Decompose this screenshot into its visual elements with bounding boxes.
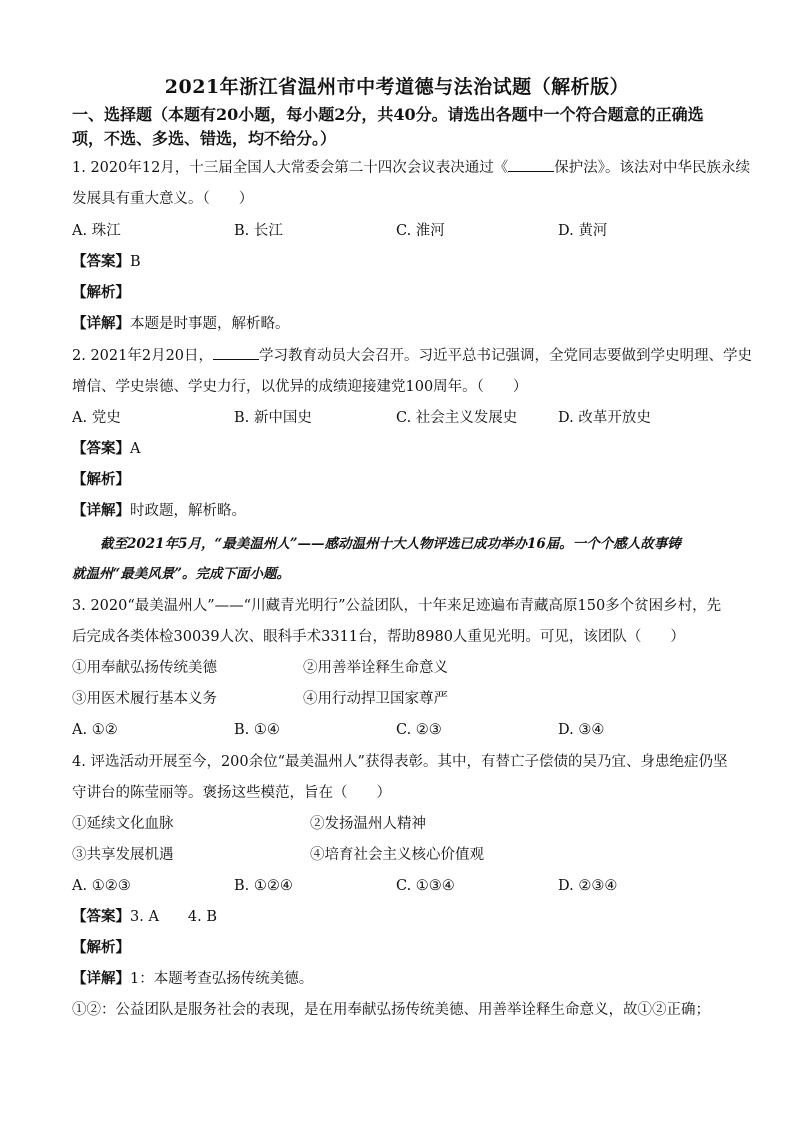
q1-option-d: D. 黄河 [558, 223, 608, 239]
detail-label: 【详解】 [72, 970, 130, 987]
q2-stem-part2: 学习教育动员大会召开。习近平总书记强调，全党同志要做到学史明理、学史 [259, 348, 753, 364]
q3-item-4: ④用行动捍卫国家尊严 [303, 691, 448, 707]
detail-text: 1：本题考查弘扬传统美德。 [130, 971, 314, 987]
q1-answer [72, 252, 732, 272]
q4-option-b: B. ①②④ [234, 878, 293, 894]
q34-detail-line2: ①②：公益团队是服务社会的表现，是在用奉献弘扬传统美德、用善举诠释生命意义，故①②正确； [72, 1002, 710, 1018]
q4-stem-line2: 守讲台的陈莹丽等。褒扬这些模范，旨在（ ） [72, 785, 391, 801]
q2-option-b: B. 新中国史 [234, 410, 312, 426]
q3-option-b: B. ①④ [234, 722, 280, 738]
q4-option-d: D. ②③④ [558, 878, 618, 894]
q3-item-2: ②用善举诠释生命意义 [303, 660, 448, 676]
section-heading-line2: 项，不选、多选、错选，均不给分。） [72, 129, 337, 148]
q1-stem-part2: 保护法》。该法对中华民族永续 [554, 160, 751, 176]
q3-item-3: ③用医术履行基本义务 [72, 691, 217, 707]
detail-label: 【详解】 [72, 315, 130, 332]
q2-answer-blank [213, 359, 259, 360]
q2-stem-line2: 增信、学史崇德、学史力行，以优异的成绩迎接建党100周年。（ ） [72, 379, 528, 395]
q1-stem-line1 [72, 158, 751, 178]
section-heading-line1: 一、选择题（本题有20小题，每小题2分，共40分。请选出各题中一个符合题意的正确选 [72, 105, 704, 124]
q4-item-1: ①延续文化血脉 [72, 816, 174, 832]
answer-value: B [130, 254, 141, 270]
q4-item-4: ④培育社会主义核心价值观 [310, 847, 484, 863]
q1-option-b: B. 长江 [234, 223, 283, 239]
q34-detail [72, 969, 732, 989]
q34-answer [72, 907, 732, 927]
context-line2: 就温州“最美风景”。完成下面小题。 [72, 566, 291, 582]
q3-stem-line1: 3. 2020“最美温州人”——“川藏青光明行”公益团队，十年来足迹遍布青藏高原150多个贫困乡村，先 [72, 598, 722, 614]
q2-analysis-label: 【解析】 [72, 471, 130, 488]
q1-stem-part1: 1. 2020年12月，十三届全国人大常委会第二十四次会议表决通过《 [72, 160, 509, 176]
q3-option-d: D. ③④ [558, 722, 605, 738]
q4-item-2: ②发扬温州人精神 [310, 816, 426, 832]
detail-text: 时政题，解析略。 [130, 503, 246, 519]
q4-option-c: C. ①③④ [396, 878, 455, 894]
q4-item-3: ③共享发展机遇 [72, 847, 174, 863]
q2-answer [72, 439, 732, 459]
answer-label: 【答案】 [72, 253, 130, 270]
document-title: 2021年浙江省温州市中考道德与法治试题（解析版） [164, 76, 630, 98]
detail-label: 【详解】 [72, 502, 130, 519]
q4-option-a: A. ①②③ [72, 878, 131, 894]
answer-label: 【答案】 [72, 440, 130, 457]
q2-stem-line1 [72, 346, 753, 366]
answer-value: A [130, 441, 141, 457]
q1-option-a: A. 珠江 [72, 223, 121, 239]
q1-detail [72, 314, 732, 334]
q1-analysis-label: 【解析】 [72, 284, 130, 301]
detail-text: 本题是时事题，解析略。 [130, 316, 290, 332]
answer-label: 【答案】 [72, 908, 130, 925]
q1-stem-line2: 发展具有重大意义。（ ） [72, 191, 254, 207]
q3-item-1: ①用奉献弘扬传统美德 [72, 660, 217, 676]
q2-option-d: D. 改革开放史 [558, 410, 651, 426]
q1-answer-blank [508, 171, 554, 172]
q2-option-a: A. 党史 [72, 410, 121, 426]
q3-option-c: C. ②③ [396, 722, 442, 738]
answer-value: 3. A 4. B [130, 909, 218, 925]
q2-option-c: C. 社会主义发展史 [396, 410, 518, 426]
q3-option-a: A. ①② [72, 722, 118, 738]
context-line1: 截至2021年5月，“最美温州人”——感动温州十大人物评选已成功举办16届。一个个感人故事铸 [100, 536, 681, 552]
q1-option-c: C. 淮河 [396, 223, 445, 239]
q4-stem-line1: 4. 评选活动开展至今，200余位“最美温州人”获得表彰。其中，有替亡子偿债的吴乃宜、身患绝症仍坚 [72, 754, 728, 770]
q2-detail [72, 501, 732, 521]
q3-stem-line2: 后完成各类体检30039人次、眼科手术3311台，帮助8980人重见光明。可见，该团队（ ） [72, 629, 685, 645]
q2-stem-part1: 2. 2021年2月20日， [72, 348, 214, 364]
q34-analysis-label: 【解析】 [72, 939, 130, 956]
